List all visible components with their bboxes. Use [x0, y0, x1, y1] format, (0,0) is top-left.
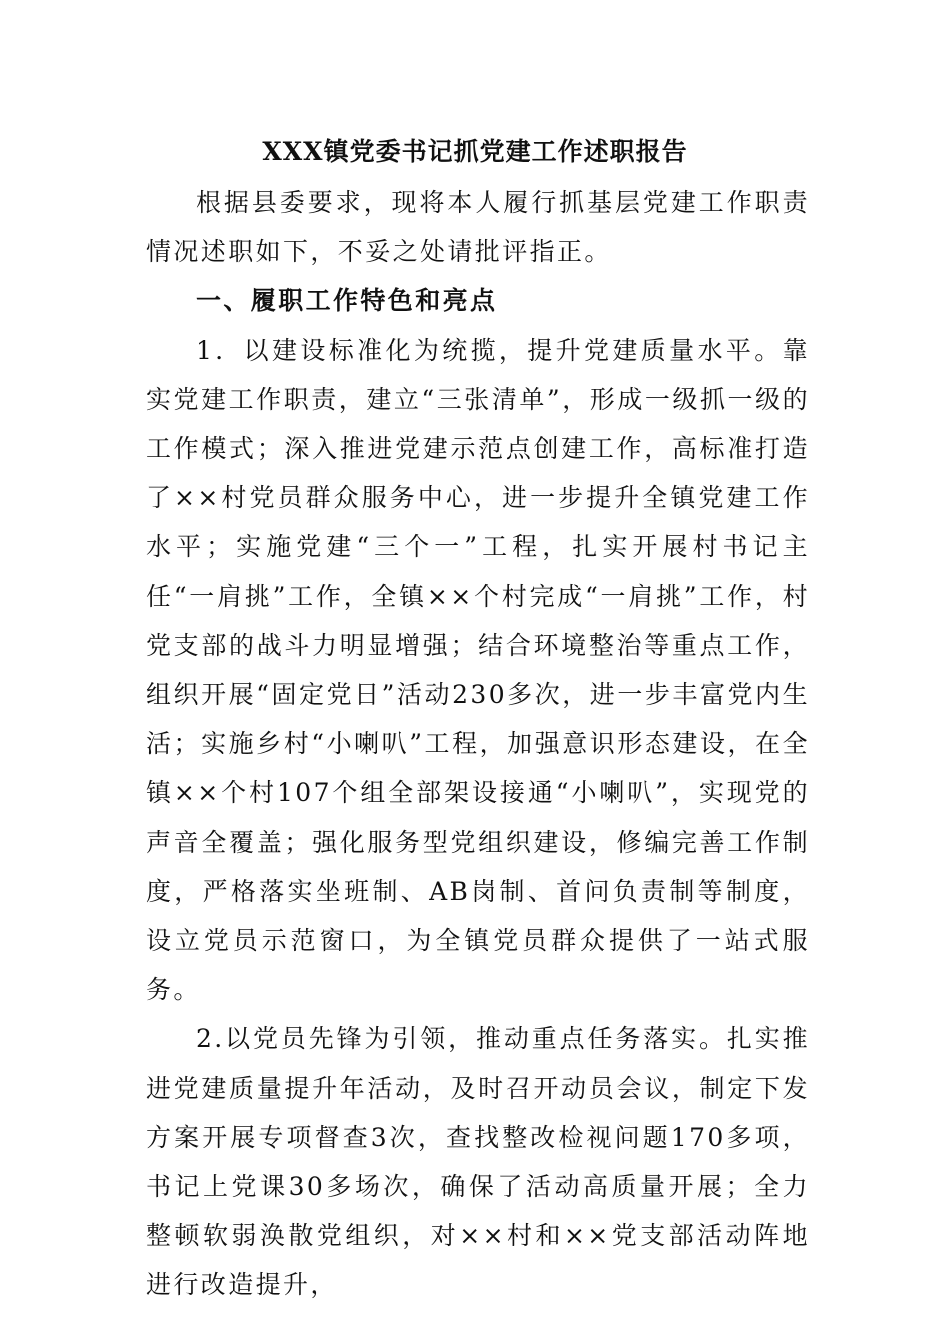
item-2-paragraph: 2.以党员先锋为引领，推动重点任务落实。扎实推进党建质量提升年活动，及时召开动员会议，制定下发方案开展专项督查3次，查找整改检视问题170多项，书记上党课30多场次，确保了活动高质量开展；全力整顿软弱涣散党组织，对××村和××党支部活动阵地进行改造提升，: [146, 1024, 810, 1300]
document-title: XXX镇党委书记抓党建工作述职报告: [262, 137, 688, 166]
intro-paragraph: 根据县委要求，现将本人履行抓基层党建工作职责情况述职如下，不妥之处请批评指正。: [146, 188, 810, 267]
section-heading: 一、履职工作特色和亮点: [196, 286, 498, 316]
item-1-paragraph: 1．以建设标准化为统揽，提升党建质量水平。靠实党建工作职责，建立“三张清单”，形成一级抓一级的工作模式；深入推进党建示范点创建工作，高标准打造了××村党员群众服务中心，进一步提升全镇党建工作水平；实施党建“三个一”工程，扎实开展村书记主任“一肩挑”工作，全镇××个村完成“一肩挑”工作，村党支部的战斗力明显增强；结合环境整治等重点工作，组织开展“固定党日”活动230多次，进一步丰富党内生活；实施乡村“小喇叭”工程，加强意识形态建设，在全镇××个村107个组全部架设接通“小喇叭”，实现党的声音全覆盖；强化服务型党组织建设，修编完善工作制度，严格落实坐班制、AB岗制、首问负责制等制度，设立党员示范窗口，为全镇党员群众提供了一站式服务。: [146, 335, 810, 1005]
document-body: [146, 178, 810, 1310]
